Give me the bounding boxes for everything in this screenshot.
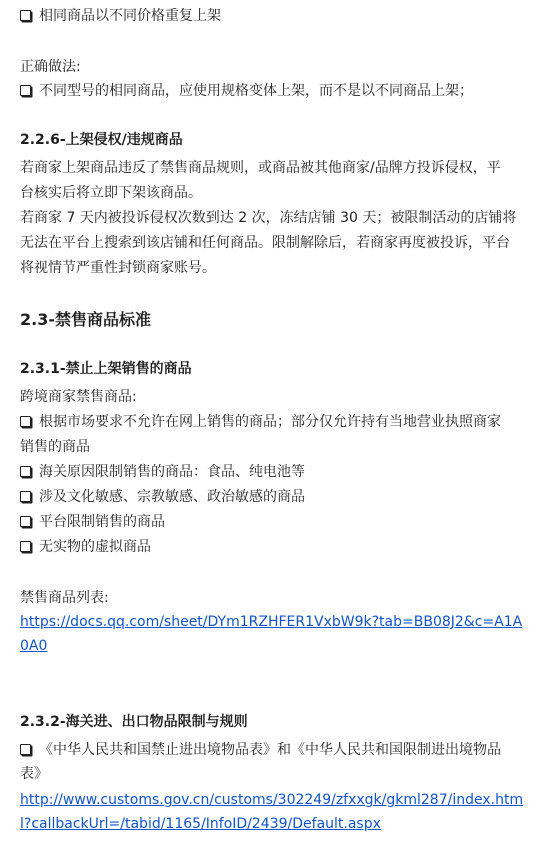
checkbox-bullet-icon bbox=[20, 744, 31, 755]
checkbox-bullet-icon bbox=[20, 10, 31, 21]
checkbox-bullet-icon bbox=[20, 85, 31, 96]
bullet-item: 《中华人民共和国禁止进出境物品表》和《中华人民共和国限制进出境物品 bbox=[20, 740, 501, 760]
paragraph-line: 若商家 7 天内被投诉侵权次数到达 2 次，冻结店铺 30 天；被限制活动的店铺将 bbox=[20, 210, 517, 226]
prohibited-list-link[interactable]: https://docs.qq.com/sheet/DYm1RZHFER1VxbW9k?tab=BB08J2&c=A1A bbox=[20, 614, 523, 630]
bullet-item: 相同商品以不同价格重复上架 bbox=[20, 6, 221, 26]
paragraph-line: 将视情节严重性封锁商家账号。 bbox=[20, 260, 216, 276]
section-heading-2-3-1: 2.3.1-禁止上架销售的商品 bbox=[20, 361, 192, 377]
bullet-item: 根据市场要求不允许在网上销售的商品；部分仅允许持有当地营业执照商家 bbox=[20, 412, 501, 432]
bullet-item: 无实物的虚拟商品 bbox=[20, 537, 151, 557]
checkbox-bullet-icon bbox=[20, 541, 31, 552]
section-heading-2-3: 2.3-禁售商品标准 bbox=[20, 310, 151, 329]
bullet-item: 不同型号的相同商品，应使用规格变体上架，而不是以不同商品上架； bbox=[20, 81, 473, 101]
bullet-item: 海关原因限制销售的商品：食品、纯电池等 bbox=[20, 462, 305, 482]
section-heading-2-2-6: 2.2.6-上架侵权/违规商品 bbox=[20, 132, 183, 148]
bullet-continuation: 表》 bbox=[20, 766, 48, 782]
checkbox-bullet-icon bbox=[20, 516, 31, 527]
checkbox-bullet-icon bbox=[20, 466, 31, 477]
checkbox-bullet-icon bbox=[20, 491, 31, 502]
bullet-item: 涉及文化敏感、宗教敏感、政治敏感的商品 bbox=[20, 487, 305, 507]
prohibited-list-link-continued[interactable]: 0A0 bbox=[20, 638, 48, 654]
paragraph-line: 无法在平台上搜索到该店铺和任何商品。限制解除后，若商家再度被投诉，平台 bbox=[20, 235, 510, 251]
bullet-continuation: 销售的商品 bbox=[20, 439, 90, 455]
customs-link-continued[interactable]: l?callbackUrl=/tabid/1165/InfoID/2439/Default.aspx bbox=[20, 816, 381, 832]
checkbox-bullet-icon bbox=[20, 416, 31, 427]
bullet-item: 平台限制销售的商品 bbox=[20, 512, 165, 532]
paragraph-line: 台核实后将立即下架该商品。 bbox=[20, 185, 202, 201]
prohibited-list-label: 禁售商品列表: bbox=[20, 590, 109, 606]
cross-border-label: 跨境商家禁售商品: bbox=[20, 389, 137, 405]
correct-label: 正确做法: bbox=[20, 59, 81, 75]
paragraph-line: 若商家上架商品违反了禁售商品规则，或商品被其他商家/品牌方投诉侵权，平 bbox=[20, 160, 501, 176]
section-heading-2-3-2: 2.3.2-海关进、出口物品限制与规则 bbox=[20, 714, 248, 730]
customs-link[interactable]: http://www.customs.gov.cn/customs/302249/zfxxgk/gkml287/index.htm bbox=[20, 792, 524, 808]
